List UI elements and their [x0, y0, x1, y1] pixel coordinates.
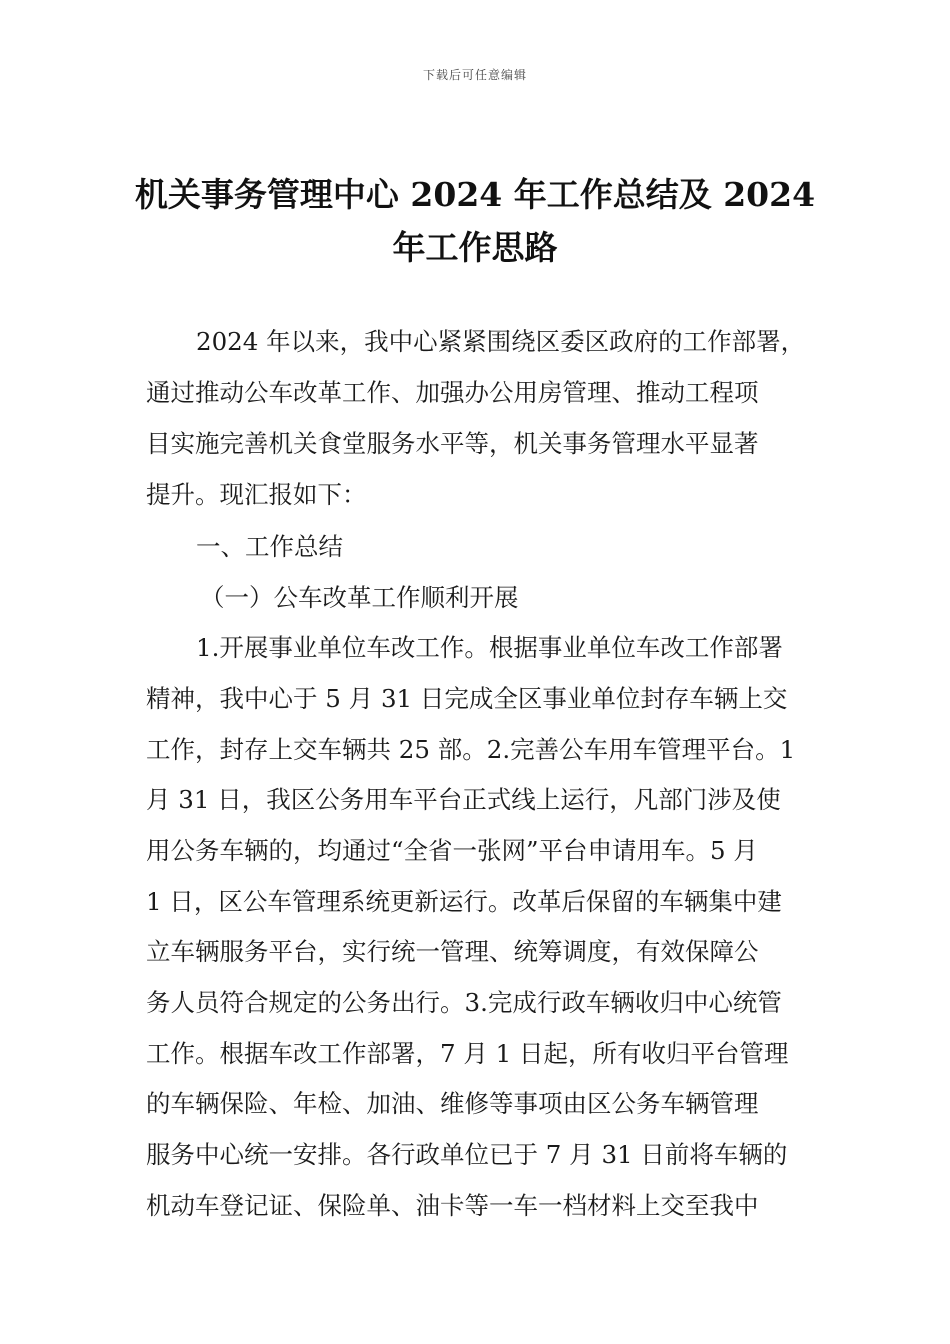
- paragraph-line: 精神，我中心于 5 月 31 日完成全区事业单位封存车辆上交: [146, 684, 788, 713]
- download-note: 下载后可任意编辑: [422, 68, 527, 82]
- paragraph-line: 工作。根据车改工作部署，7 月 1 日起，所有收归平台管理: [146, 1039, 789, 1068]
- paragraph-line: 提升。现汇报如下：: [146, 480, 367, 509]
- document-title: [120, 168, 830, 274]
- paragraph-line: 用公务车辆的，均通过“全省一张网”平台申请用车。5 月: [146, 836, 758, 865]
- paragraph-line: 1 日，区公车管理系统更新运行。改革后保留的车辆集中建: [146, 887, 782, 916]
- paragraph-line: 务人员符合规定的公务出行。3.完成行政车辆收归中心统管: [146, 988, 782, 1017]
- paragraph-line: 服务中心统一安排。各行政单位已于 7 月 31 日前将车辆的: [146, 1140, 788, 1169]
- paragraph-line: 通过推动公车改革工作、加强办公用房管理、推动工程项: [146, 378, 759, 407]
- paragraph-line: 月 31 日，我区公务用车平台正式线上运行，凡部门涉及使: [146, 785, 781, 814]
- title-line-2: 年工作思路: [392, 228, 558, 267]
- section-heading: 一、工作总结: [196, 532, 343, 561]
- title-line-1: 机关事务管理中心 2024 年工作总结及 2024: [134, 175, 816, 214]
- paragraph-line: 的车辆保险、年检、加油、维修等事项由区公务车辆管理: [146, 1089, 759, 1118]
- paragraph-line: 工作，封存上交车辆共 25 部。2.完善公车用车管理平台。1: [146, 735, 796, 764]
- paragraph-line: 目实施完善机关食堂服务水平等，机关事务管理水平显著: [146, 429, 759, 458]
- subsection-heading: （一）公车改革工作顺利开展: [200, 583, 519, 612]
- paragraph-line: 机动车登记证、保险单、油卡等一车一档材料上交至我中: [146, 1191, 759, 1220]
- paragraph-line: 1.开展事业单位车改工作。根据事业单位车改工作部署: [196, 633, 783, 662]
- paragraph-line: 2024 年以来，我中心紧紧围绕区委区政府的工作部署，: [196, 327, 806, 356]
- paragraph-line: 立车辆服务平台，实行统一管理、统筹调度，有效保障公: [146, 937, 759, 966]
